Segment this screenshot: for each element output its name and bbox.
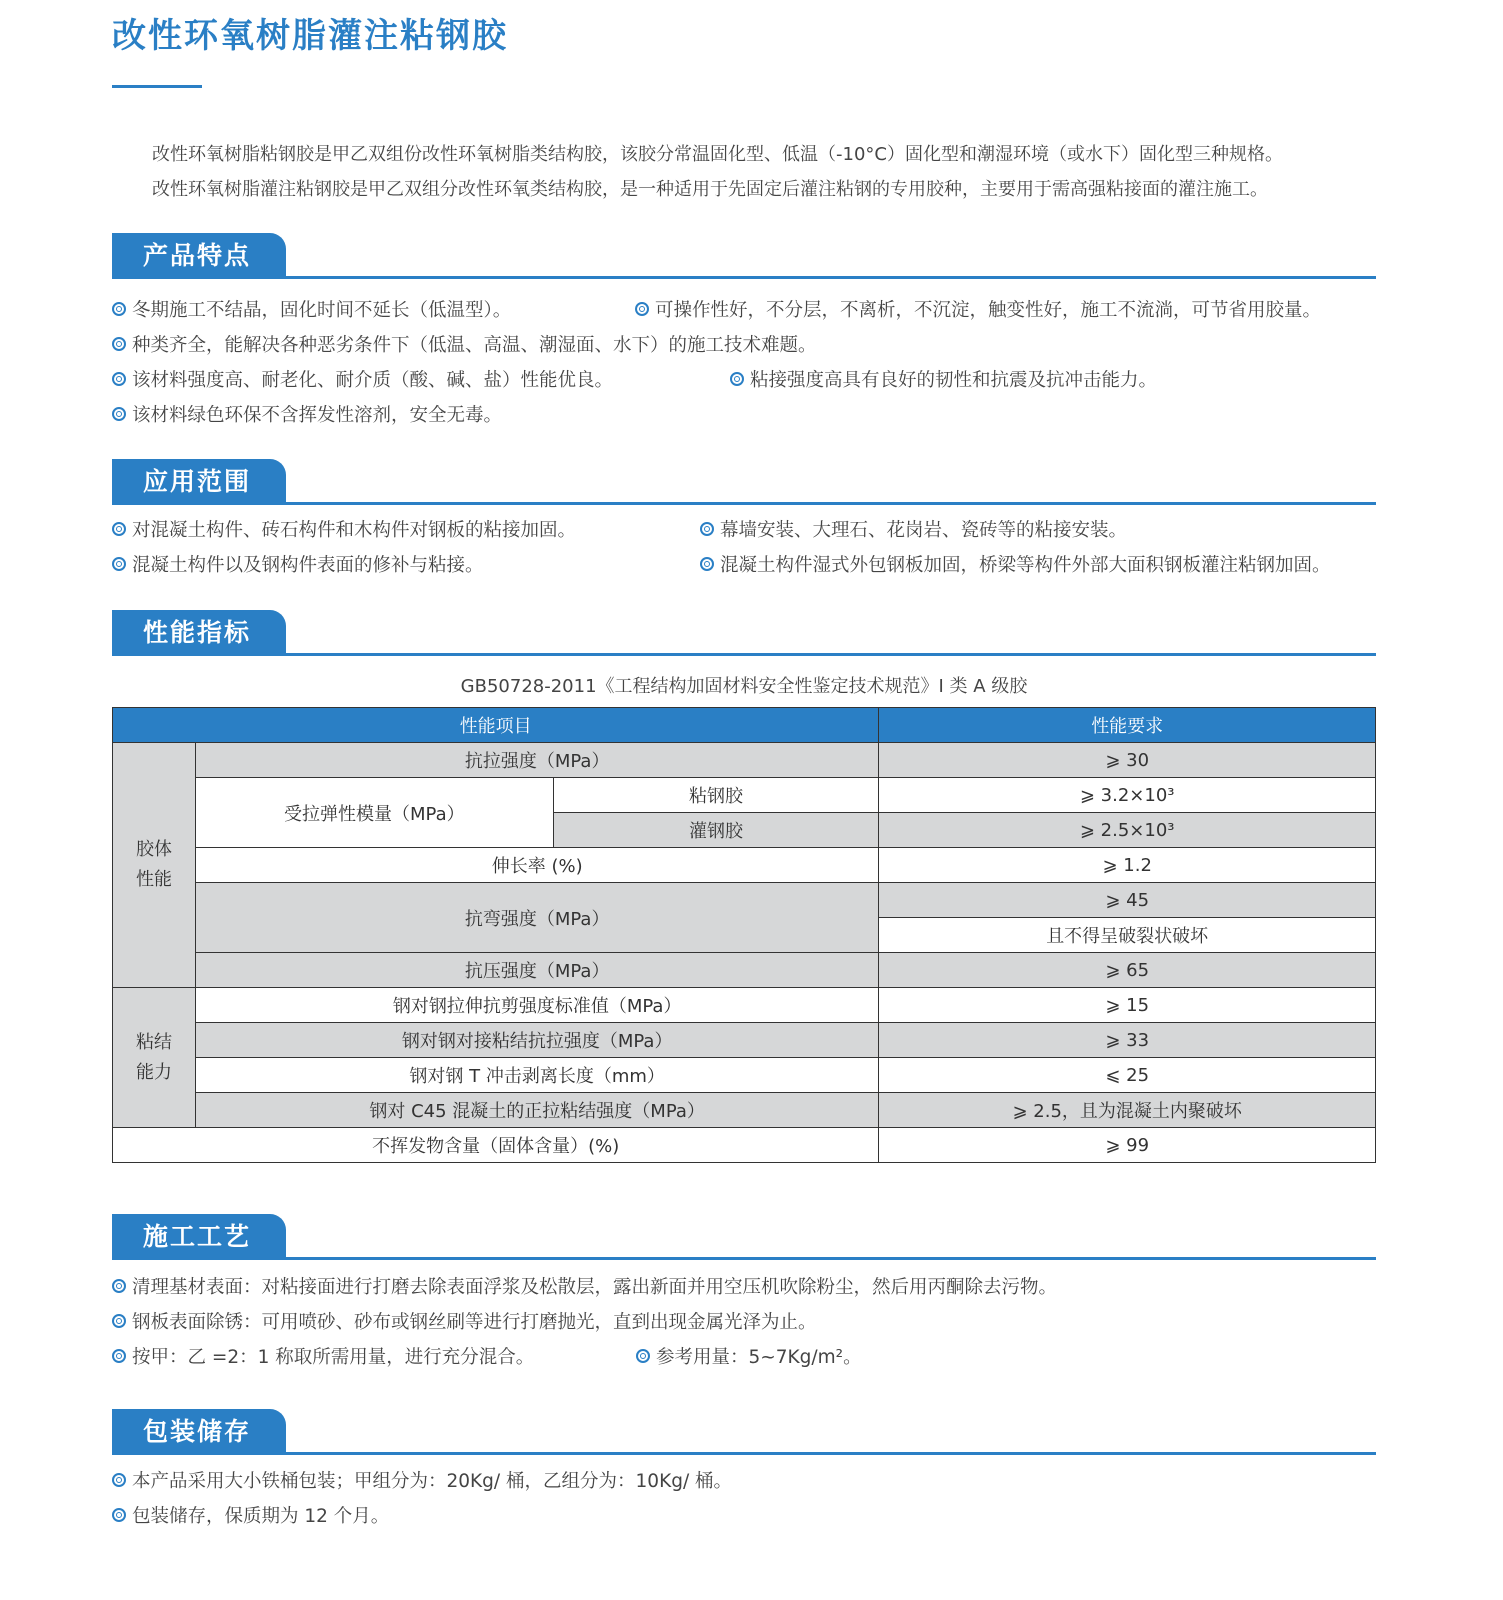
section-title: 包装储存 bbox=[112, 1409, 286, 1453]
item-cell: 抗拉强度（MPa） bbox=[195, 743, 878, 778]
list-item: 混凝土构件以及钢构件表面的修补与粘接。 bbox=[112, 551, 484, 577]
performance-table bbox=[112, 707, 1376, 1163]
table-row bbox=[113, 953, 1376, 988]
list-item: 清理基材表面：对粘接面进行打磨去除表面浮浆及松散层，露出新面并用空压机吹除粉尘，然后用丙酮除去污物。 bbox=[112, 1273, 1057, 1299]
double-circle-icon bbox=[112, 1349, 126, 1363]
divider bbox=[112, 1257, 1376, 1260]
requirement-cell: 且不得呈破裂状破坏 bbox=[879, 918, 1376, 953]
divider bbox=[112, 1452, 1376, 1455]
double-circle-icon bbox=[730, 372, 744, 386]
section-title: 应用范围 bbox=[112, 459, 286, 503]
requirement-cell: ⩾ 2.5×10³ bbox=[879, 813, 1376, 848]
double-circle-icon bbox=[112, 302, 126, 316]
list-item: 种类齐全，能解决各种恶劣条件下（低温、高温、潮湿面、水下）的施工技术难题。 bbox=[112, 331, 817, 357]
item-cell: 抗压强度（MPa） bbox=[195, 953, 878, 988]
list-item: 粘接强度高具有良好的韧性和抗震及抗冲击能力。 bbox=[730, 366, 1157, 392]
section-header-process bbox=[112, 1214, 1376, 1260]
requirement-cell: ⩽ 25 bbox=[879, 1058, 1376, 1093]
title-underline bbox=[112, 85, 202, 88]
list-item: 冬期施工不结晶，固化时间不延长（低温型）。 bbox=[112, 296, 511, 322]
item-cell: 钢对 C45 混凝土的正拉粘结强度（MPa） bbox=[195, 1093, 878, 1128]
table-row bbox=[113, 883, 1376, 918]
table-row bbox=[113, 1128, 1376, 1163]
double-circle-icon bbox=[700, 557, 714, 571]
item-cell: 受拉弹性模量（MPa） bbox=[195, 778, 553, 848]
group-label: 胶体 性能 bbox=[113, 743, 196, 988]
list-item: 幕墙安装、大理石、花岗岩、瓷砖等的粘接安装。 bbox=[700, 516, 1127, 542]
list-item: 可操作性好，不分层，不离析，不沉淀，触变性好，施工不流淌，可节省用胶量。 bbox=[635, 296, 1321, 322]
column-header: 性能项目 bbox=[113, 708, 879, 743]
requirement-cell: ⩾ 15 bbox=[879, 988, 1376, 1023]
double-circle-icon bbox=[636, 1349, 650, 1363]
list-item: 按甲：乙 =2：1 称取所需用量，进行充分混合。 bbox=[112, 1343, 534, 1369]
section-header-applications bbox=[112, 459, 1376, 505]
table-caption: GB50728-2011《工程结构加固材料安全性鉴定技术规范》I 类 A 级胶 bbox=[460, 676, 1028, 697]
requirement-cell: ⩾ 3.2×10³ bbox=[879, 778, 1376, 813]
intro-paragraph: 改性环氧树脂粘钢胶是甲乙双组份改性环氧树脂类结构胶，该胶分常温固化型、低温（-10°C）固化型和潮湿环境（或水下）固化型三种规格。 bbox=[152, 144, 1283, 165]
table-row bbox=[113, 778, 1376, 813]
table-row bbox=[113, 848, 1376, 883]
list-item: 该材料强度高、耐老化、耐介质（酸、碱、盐）性能优良。 bbox=[112, 366, 613, 392]
sub-item-cell: 粘钢胶 bbox=[553, 778, 879, 813]
table-row bbox=[113, 1093, 1376, 1128]
list-item: 对混凝土构件、砖石构件和木构件对钢板的粘接加固。 bbox=[112, 516, 576, 542]
double-circle-icon bbox=[112, 522, 126, 536]
item-cell: 钢对钢 T 冲击剥离长度（mm） bbox=[195, 1058, 878, 1093]
item-cell: 钢对钢拉伸抗剪强度标准值（MPa） bbox=[195, 988, 878, 1023]
double-circle-icon bbox=[112, 1508, 126, 1522]
list-item: 参考用量：5~7Kg/m²。 bbox=[636, 1343, 862, 1369]
divider bbox=[112, 502, 1376, 505]
sub-item-cell: 灌钢胶 bbox=[553, 813, 879, 848]
double-circle-icon bbox=[112, 557, 126, 571]
double-circle-icon bbox=[112, 1314, 126, 1328]
page-title: 改性环氧树脂灌注粘钢胶 bbox=[112, 16, 508, 56]
table-row bbox=[113, 743, 1376, 778]
list-item: 该材料绿色环保不含挥发性溶剂，安全无毒。 bbox=[112, 401, 502, 427]
table-header-row bbox=[113, 708, 1376, 743]
list-item: 包装储存，保质期为 12 个月。 bbox=[112, 1502, 389, 1528]
table-row bbox=[113, 1023, 1376, 1058]
double-circle-icon bbox=[112, 1473, 126, 1487]
column-header: 性能要求 bbox=[879, 708, 1376, 743]
double-circle-icon bbox=[112, 372, 126, 386]
double-circle-icon bbox=[112, 1279, 126, 1293]
item-cell: 抗弯强度（MPa） bbox=[195, 883, 878, 953]
section-header-features bbox=[112, 233, 1376, 279]
item-cell: 伸长率 (%) bbox=[195, 848, 878, 883]
section-title: 性能指标 bbox=[112, 610, 286, 654]
section-title: 施工工艺 bbox=[112, 1214, 286, 1258]
table-row bbox=[113, 988, 1376, 1023]
list-item: 本产品采用大小铁桶包装；甲组分为：20Kg/ 桶，乙组分为：10Kg/ 桶。 bbox=[112, 1467, 732, 1493]
item-cell: 钢对钢对接粘结抗拉强度（MPa） bbox=[195, 1023, 878, 1058]
section-title: 产品特点 bbox=[112, 233, 286, 277]
group-label: 粘结 能力 bbox=[113, 988, 196, 1128]
table-row bbox=[113, 1058, 1376, 1093]
double-circle-icon bbox=[635, 302, 649, 316]
requirement-cell: ⩾ 1.2 bbox=[879, 848, 1376, 883]
requirement-cell: ⩾ 2.5，且为混凝土内聚破坏 bbox=[879, 1093, 1376, 1128]
requirement-cell: ⩾ 33 bbox=[879, 1023, 1376, 1058]
double-circle-icon bbox=[112, 407, 126, 421]
list-item: 混凝土构件湿式外包钢板加固，桥梁等构件外部大面积钢板灌注粘钢加固。 bbox=[700, 551, 1331, 577]
requirement-cell: ⩾ 99 bbox=[879, 1128, 1376, 1163]
divider bbox=[112, 653, 1376, 656]
double-circle-icon bbox=[112, 337, 126, 351]
requirement-cell: ⩾ 30 bbox=[879, 743, 1376, 778]
divider bbox=[112, 276, 1376, 279]
requirement-cell: ⩾ 45 bbox=[879, 883, 1376, 918]
intro-paragraph: 改性环氧树脂灌注粘钢胶是甲乙双组分改性环氧类结构胶，是一种适用于先固定后灌注粘钢的专用胶种，主要用于需高强粘接面的灌注施工。 bbox=[152, 179, 1268, 200]
requirement-cell: ⩾ 65 bbox=[879, 953, 1376, 988]
item-cell: 不挥发物含量（固体含量）(%) bbox=[113, 1128, 879, 1163]
section-header-performance bbox=[112, 610, 1376, 656]
section-header-packaging bbox=[112, 1409, 1376, 1455]
list-item: 钢板表面除锈：可用喷砂、砂布或钢丝刷等进行打磨抛光，直到出现金属光泽为止。 bbox=[112, 1308, 817, 1334]
double-circle-icon bbox=[700, 522, 714, 536]
